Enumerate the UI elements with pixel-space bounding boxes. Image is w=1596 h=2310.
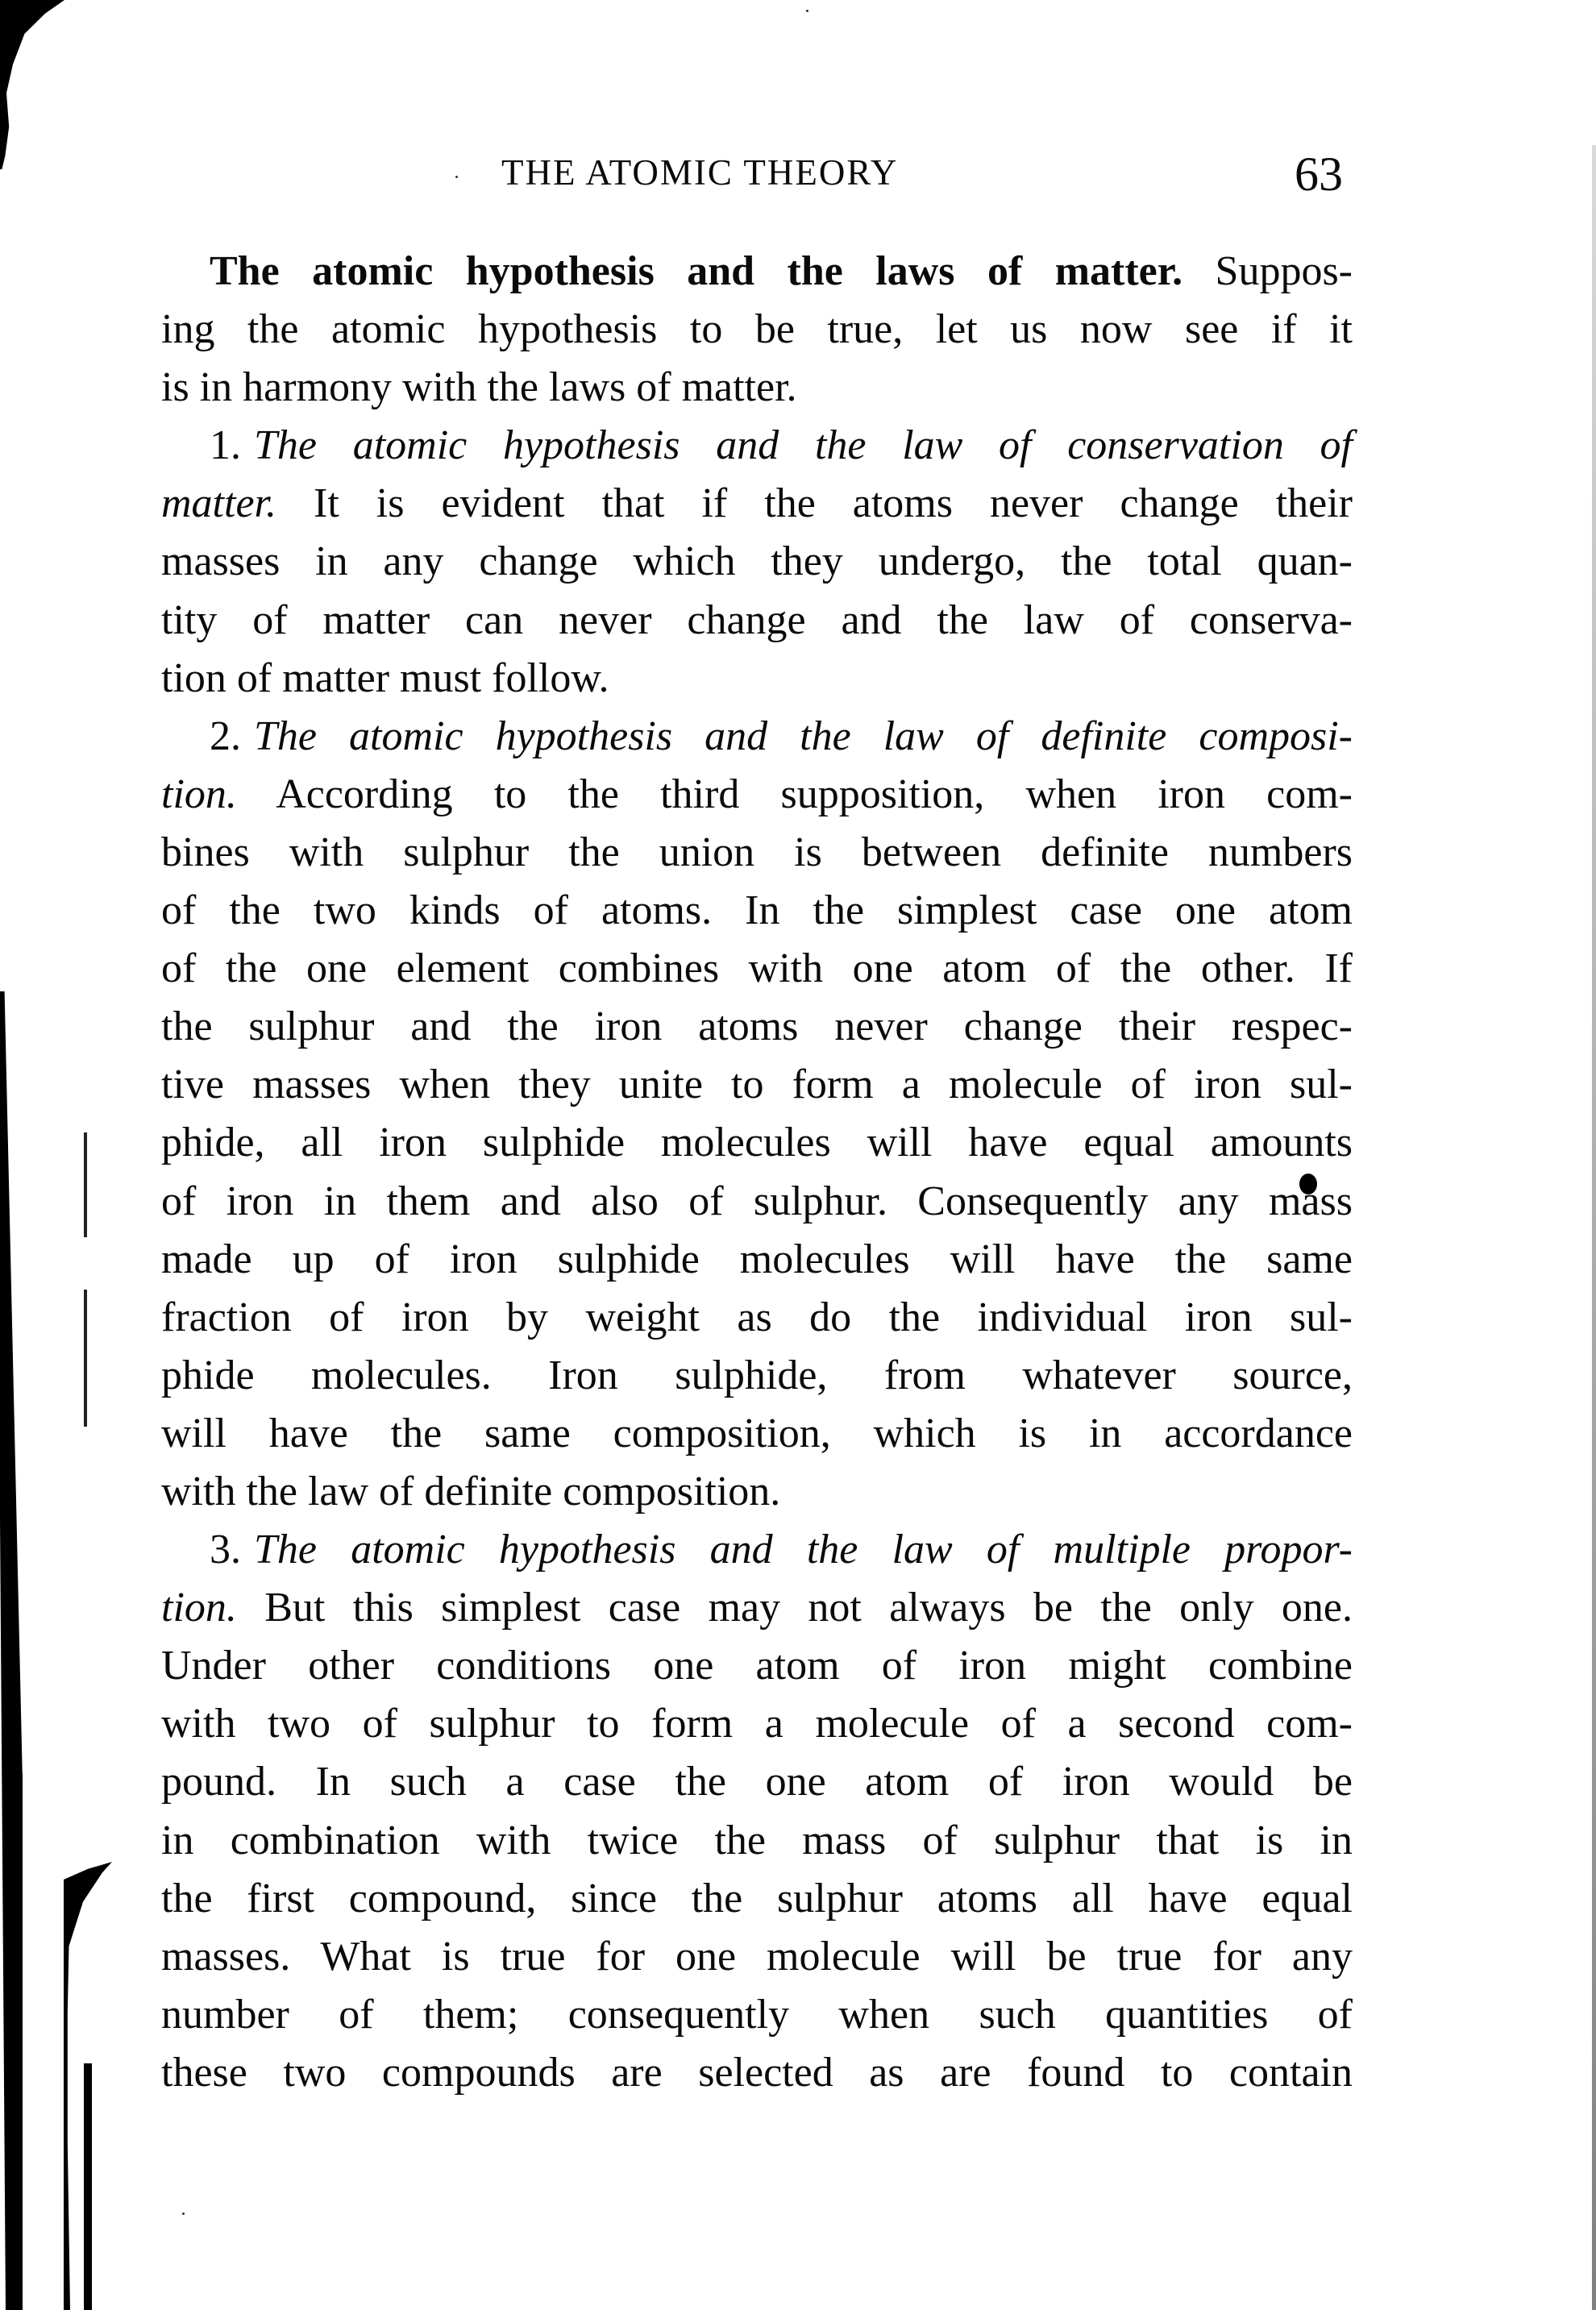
text-line (161, 1405, 1353, 1463)
subsection-title: The atomic hypothesis and the law of definite composi- (254, 713, 1353, 759)
subsection-title: The atomic hypothesis and the law of multiple propor- (254, 1527, 1353, 1573)
text-line (161, 2044, 1353, 2102)
scan-speck (455, 176, 458, 178)
text-line (161, 940, 1353, 998)
text-line (161, 998, 1353, 1056)
body-text-run: According to the third supposition, when iron com- (236, 771, 1353, 817)
body-text-run: fraction of iron by weight as do the individual iron sul- (161, 1294, 1353, 1340)
scan-speck (182, 2212, 185, 2215)
scan-shadow-top-left (0, 0, 64, 169)
body-text-run: the sulphur and the iron atoms never change their respec- (161, 1003, 1353, 1050)
body-text-run: tive masses when they unite to form a molecule of iron sul- (161, 1062, 1353, 1108)
body-text-run: phide molecules. Iron sulphide, from whatever source, (161, 1352, 1353, 1398)
text-line (161, 1114, 1353, 1172)
text-line (161, 1695, 1353, 1753)
body-text-run: of iron in them and also of sulphur. Consequently any mass (161, 1178, 1353, 1224)
subsection-title: The atomic hypothesis and the law of conservation of (254, 422, 1353, 469)
text-line (161, 1231, 1353, 1289)
text-line (161, 359, 1353, 417)
body-text-run: It is evident that if the atoms never change their (276, 480, 1353, 527)
text-line (161, 1347, 1353, 1405)
body-text-run: of the one element combines with one atom of the other. If (161, 945, 1353, 992)
text-line (161, 650, 1353, 708)
body-text-run: with two of sulphur to form a molecule of a second com- (161, 1701, 1353, 1747)
text-line (161, 301, 1353, 359)
subsection-title: tion. (161, 1585, 237, 1631)
page-number: 63 (1295, 147, 1343, 201)
body-text-run: bines with sulphur the union is between definite numbers (161, 829, 1353, 875)
body-text-run: is in harmony with the laws of matter. (161, 364, 797, 411)
scan-page-curl-mark (64, 1862, 112, 1951)
scan-edge-line (64, 1886, 70, 2310)
text-line (161, 1870, 1353, 1928)
item-number: 1. (210, 422, 241, 469)
body-text-run: made up of iron sulphide molecules will have the same (161, 1236, 1353, 1282)
scan-edge-line (84, 2063, 92, 2310)
running-header-title: THE ATOMIC THEORY (501, 152, 899, 193)
text-line (161, 824, 1353, 882)
body-text-run: with the law of definite composition. (161, 1468, 781, 1514)
item-number: 2. (210, 713, 241, 759)
body-text-run: tity of matter can never change and the law of conserva- (161, 596, 1353, 643)
scan-speck (806, 10, 808, 12)
scan-spine-bar (6, 1773, 23, 2310)
body-text-run: Under other conditions one atom of iron might combine (161, 1643, 1353, 1689)
text-line (161, 1056, 1353, 1114)
body-text-run: tion of matter must follow. (161, 654, 609, 701)
scan-margin-mark (84, 1132, 87, 1237)
body-text-run: these two compounds are selected as are found to contain (161, 2049, 1353, 2096)
item-number: 3. (210, 1527, 241, 1573)
subsection-title: tion. (161, 771, 237, 817)
text-line (161, 766, 1353, 824)
text-line (161, 1986, 1353, 2044)
text-line (161, 1579, 1353, 1637)
text-line (161, 1521, 1353, 1579)
body-text (161, 243, 1353, 2102)
text-line (161, 592, 1353, 650)
text-line (161, 533, 1353, 591)
body-text-run: in combination with twice the mass of sulphur that is in (161, 1817, 1353, 1863)
body-text-run: Suppos- (1182, 248, 1353, 294)
body-text-run: the first compound, since the sulphur atoms all have equal (161, 1875, 1353, 1922)
text-line (161, 1637, 1353, 1695)
subsection-title: matter. (161, 480, 276, 527)
body-text-run: But this simplest case may not always be the only one. (236, 1585, 1353, 1631)
body-text-run: masses in any change which they undergo, the total quan- (161, 538, 1353, 585)
body-text-run: number of them; consequently when such quantities of (161, 1991, 1353, 2038)
body-text-run: of the two kinds of atoms. In the simplest case one atom (161, 887, 1353, 934)
text-line (161, 1928, 1353, 1986)
text-line (161, 708, 1353, 766)
text-line (161, 417, 1353, 475)
body-text-run: ing the atomic hypothesis to be true, let us now see if it (161, 306, 1353, 353)
text-line (161, 475, 1353, 533)
text-line (161, 1753, 1353, 1811)
body-text-run: masses. What is true for one molecule will be true for any (161, 1933, 1353, 1980)
text-line (161, 882, 1353, 940)
text-line (161, 1173, 1353, 1231)
body-text-run: phide, all iron sulphide molecules will have equal amounts (161, 1120, 1353, 1166)
section-heading: The atomic hypothesis and the laws of matter. (210, 248, 1183, 294)
scan-right-edge (1592, 145, 1596, 2310)
text-line (161, 1812, 1353, 1870)
body-text-run: pound. In such a case the one atom of iron would be (161, 1759, 1353, 1805)
body-text-run: will have the same composition, which is in accordance (161, 1410, 1353, 1456)
scan-margin-mark (84, 1290, 87, 1427)
text-line (161, 243, 1353, 301)
text-line (161, 1463, 1353, 1521)
text-line (161, 1289, 1353, 1347)
